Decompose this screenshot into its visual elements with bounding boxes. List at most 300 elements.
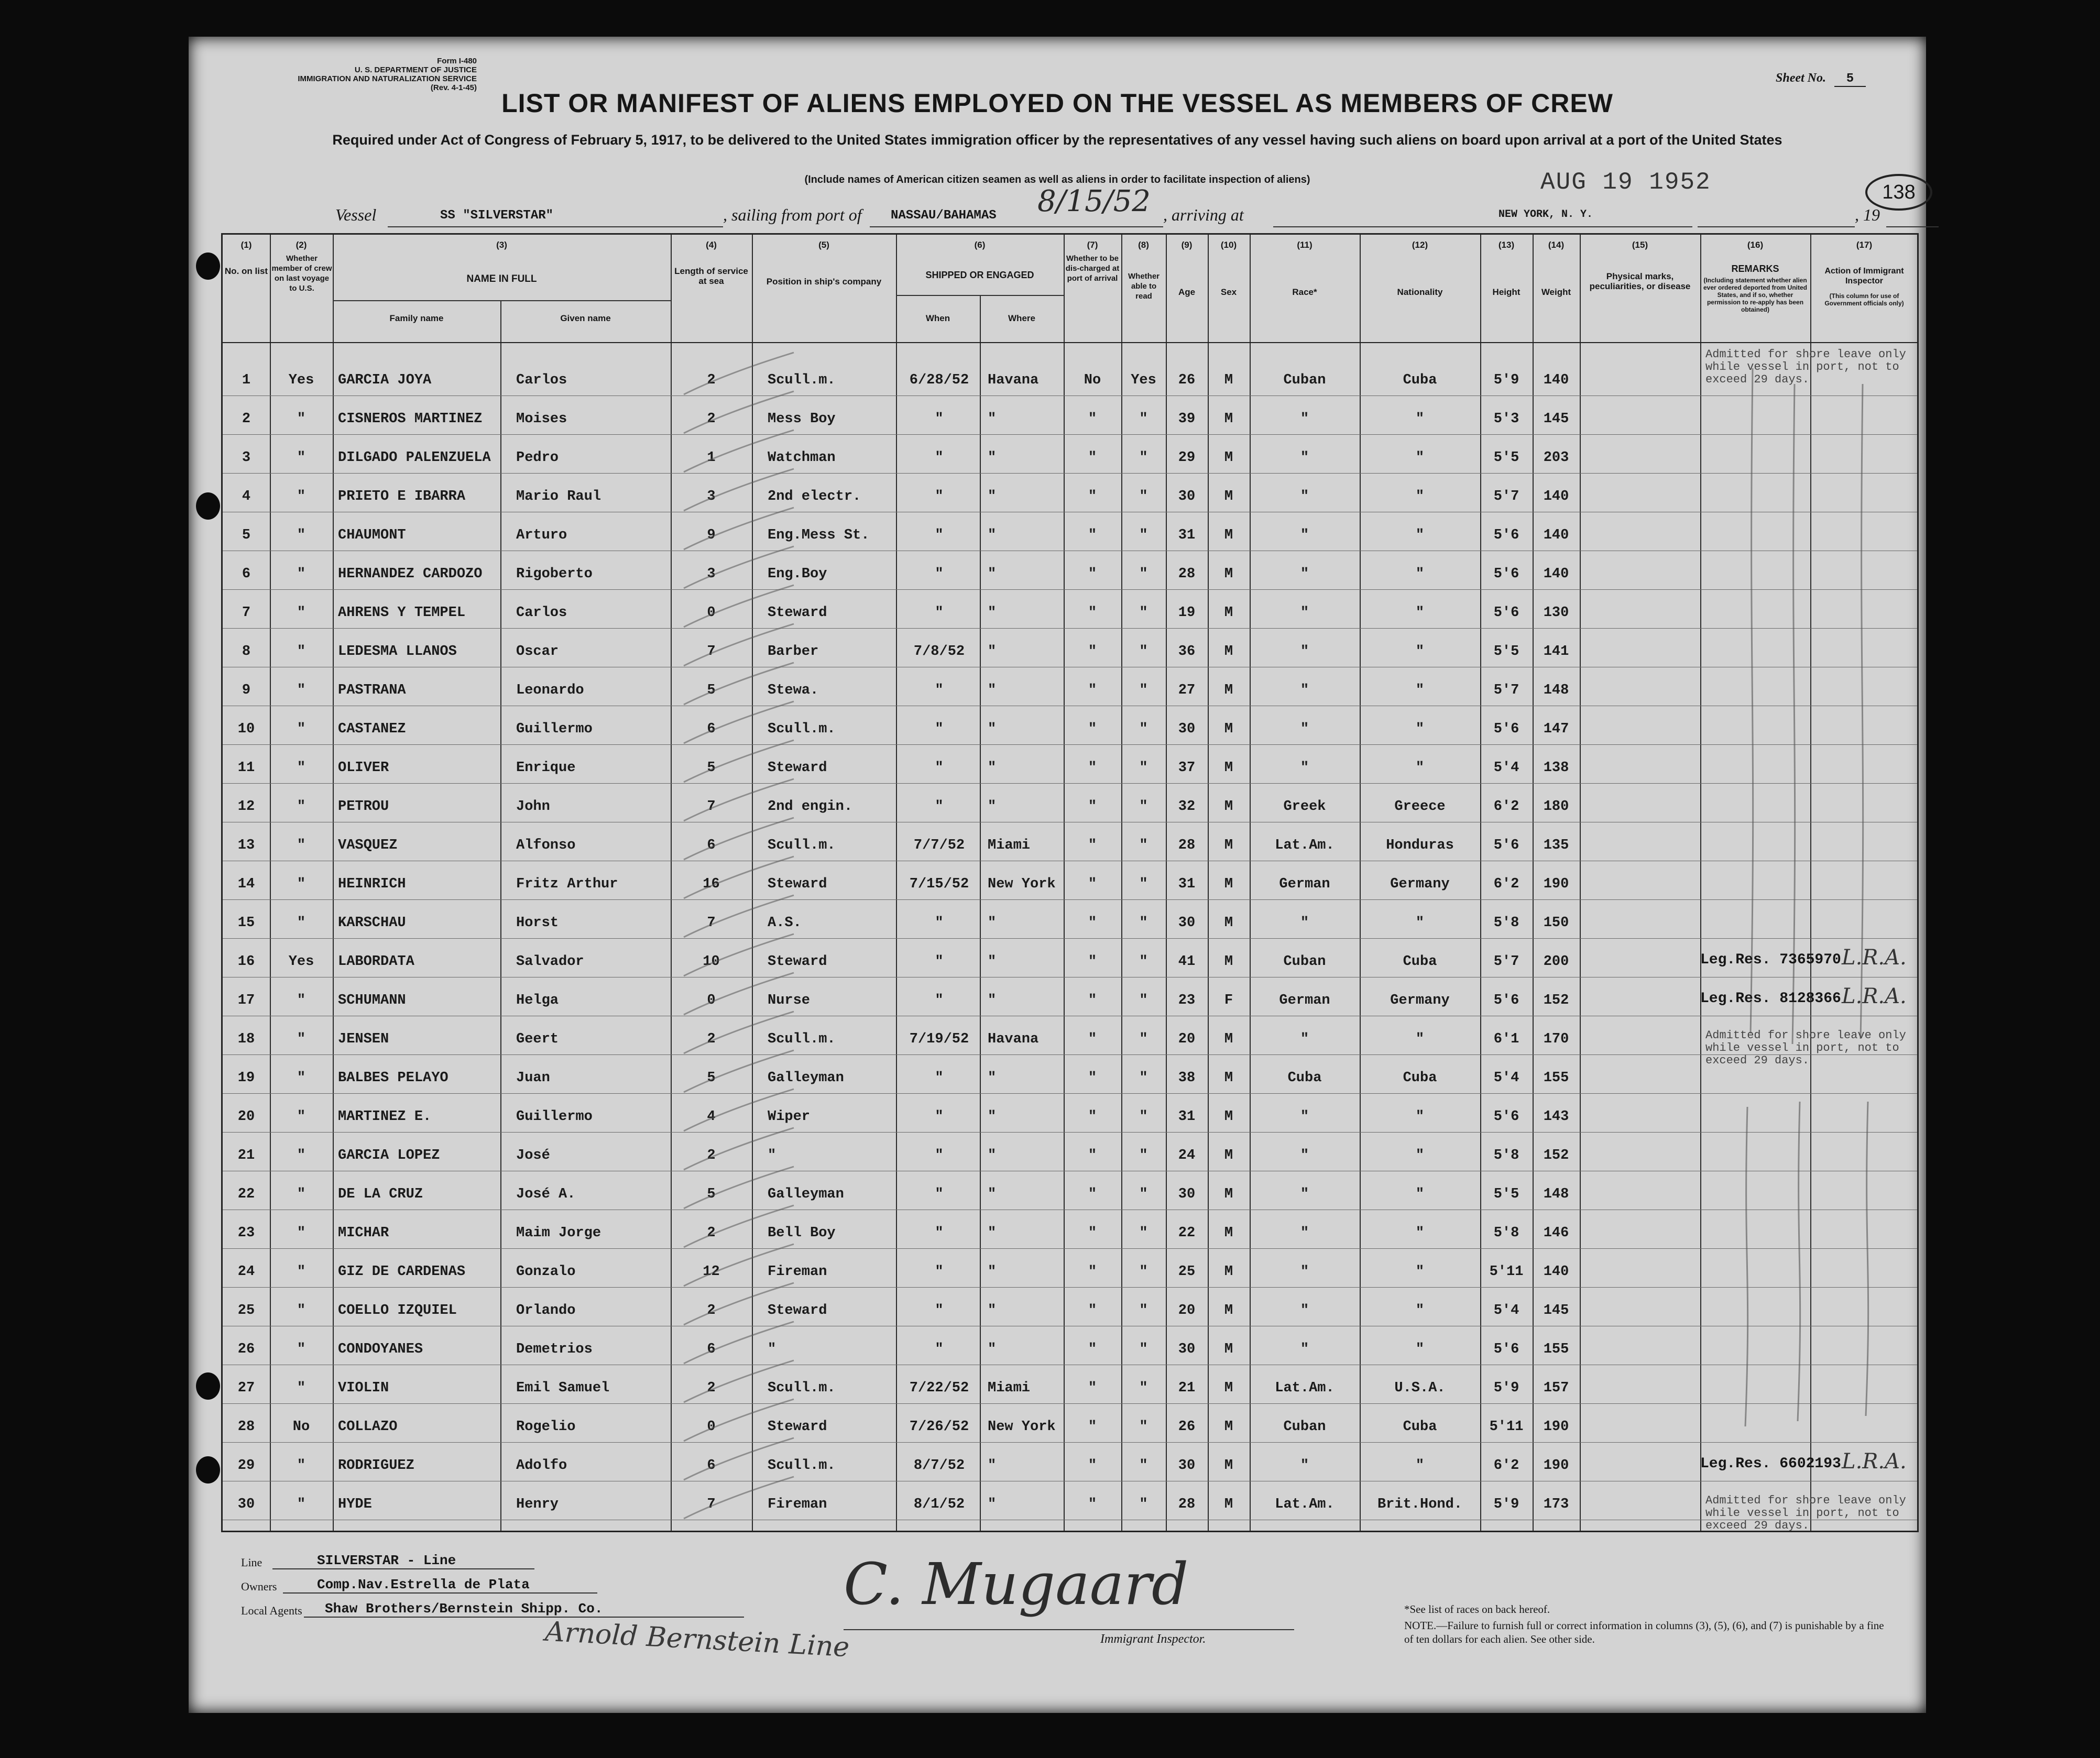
row-position: Scull.m.	[768, 1380, 836, 1396]
row-age: 38	[1178, 1070, 1196, 1086]
row-weight: 190	[1543, 876, 1569, 892]
row-length: 2	[707, 1303, 716, 1318]
row-length: 5	[707, 760, 716, 776]
row-given: Gonzalo	[516, 1264, 576, 1280]
row-length: 0	[707, 993, 716, 1008]
row-disch: "	[1088, 1342, 1097, 1357]
row-no: 25	[237, 1303, 255, 1318]
row-member: "	[297, 1380, 306, 1396]
row-no: 8	[242, 644, 251, 660]
row-sex: M	[1224, 1109, 1233, 1125]
agents-label: Local Agents	[241, 1604, 302, 1617]
punch-hole	[196, 1456, 220, 1484]
row-sex: M	[1224, 799, 1233, 815]
row-sex: M	[1224, 1303, 1233, 1318]
row-age: 31	[1178, 528, 1196, 543]
row-family: GARCIA LOPEZ	[338, 1148, 440, 1163]
row-length: 1	[707, 450, 716, 466]
pencil-slash	[684, 1438, 794, 1480]
row-when: 7/19/52	[909, 1031, 969, 1047]
row-length: 9	[707, 528, 716, 543]
pencil-slash	[684, 508, 794, 550]
row-height: 5'7	[1493, 489, 1519, 504]
row-no: 29	[237, 1458, 255, 1474]
row-read: "	[1139, 721, 1148, 737]
row-weight: 140	[1543, 528, 1569, 543]
row-no: 21	[237, 1148, 255, 1163]
row-race: "	[1300, 1109, 1309, 1125]
pencil-slash	[684, 856, 794, 898]
row-race: "	[1300, 1148, 1309, 1163]
row-disch: "	[1088, 489, 1097, 504]
row-height: 5'11	[1489, 1419, 1524, 1435]
row-position: Steward	[768, 605, 827, 621]
row-where: "	[988, 605, 997, 621]
row-height: 5'8	[1493, 915, 1519, 931]
row-nat: "	[1415, 915, 1425, 931]
row-age: 31	[1178, 876, 1196, 892]
row-no: 12	[237, 799, 255, 815]
header-length-of-service: Length of service at sea	[674, 266, 748, 286]
column-number: (10)	[1220, 240, 1237, 250]
row-family: CONDOYANES	[338, 1342, 423, 1357]
row-member: "	[297, 1303, 306, 1318]
column-number: (5)	[818, 240, 829, 250]
row-position: Scull.m.	[768, 838, 836, 853]
row-age: 37	[1178, 760, 1196, 776]
row-disch: "	[1088, 799, 1097, 815]
header-physical-marks: Physical marks, peculiarities, or disease	[1589, 271, 1691, 291]
sheet-number-label: Sheet No.	[1776, 71, 1826, 85]
row-no: 26	[237, 1342, 255, 1357]
row-nat: "	[1415, 566, 1425, 582]
row-height: 5'9	[1493, 1380, 1519, 1396]
row-no: 16	[237, 954, 255, 970]
header-height: Height	[1492, 287, 1521, 297]
row-weight: 143	[1543, 1109, 1569, 1125]
header-name-in-full: NAME IN FULL	[466, 273, 537, 284]
pencil-slash	[684, 663, 794, 705]
pencil-vertical-line	[1861, 384, 1863, 1039]
row-where: "	[988, 799, 997, 815]
row-disch: "	[1088, 683, 1097, 698]
agents-value: Shaw Brothers/Bernstein Shipp. Co.	[325, 1601, 603, 1617]
row-weight: 200	[1543, 954, 1569, 970]
row-length: 2	[707, 1225, 716, 1241]
arrival-port: NEW YORK, N. Y.	[1499, 208, 1593, 221]
row-length: 4	[707, 1109, 716, 1125]
row-disch: "	[1088, 566, 1097, 582]
row-age: 22	[1178, 1225, 1196, 1241]
row-disch: "	[1088, 876, 1097, 892]
row-given: Maim Jorge	[516, 1225, 601, 1241]
row-given: Guillermo	[516, 1109, 593, 1125]
row-age: 30	[1178, 489, 1196, 504]
row-race: "	[1300, 605, 1309, 621]
row-read: Yes	[1131, 372, 1156, 388]
row-sex: M	[1224, 450, 1233, 466]
row-member: "	[297, 1225, 306, 1241]
row-sex: M	[1224, 1380, 1233, 1396]
row-age: 28	[1178, 838, 1196, 853]
handwritten-date: 8/15/52	[1037, 184, 1151, 218]
revision: (Rev. 4-1-45)	[430, 83, 477, 92]
page-circle-number: 138	[1865, 174, 1932, 211]
row-nat: "	[1415, 1458, 1425, 1474]
row-weight: 148	[1543, 1186, 1569, 1202]
row-race: "	[1300, 915, 1309, 931]
pencil-vertical-line	[1745, 1107, 1748, 1426]
row-where: "	[988, 993, 997, 1008]
row-where: "	[988, 760, 997, 776]
pencil-slash	[684, 1283, 794, 1325]
row-read: "	[1139, 1380, 1148, 1396]
row-read: "	[1139, 1109, 1148, 1125]
row-nat: "	[1415, 1342, 1425, 1357]
row-where: "	[988, 954, 997, 970]
row-nat: "	[1415, 1186, 1425, 1202]
row-member: "	[297, 605, 306, 621]
row-when: 7/15/52	[909, 876, 969, 892]
row-member: "	[297, 489, 306, 504]
row-member: Yes	[288, 372, 314, 388]
row-sex: M	[1224, 954, 1233, 970]
row-disch: "	[1088, 528, 1097, 543]
row-when: "	[935, 566, 944, 582]
row-disch: "	[1088, 1031, 1097, 1047]
row-when: 7/7/52	[913, 838, 965, 853]
row-nat: "	[1415, 1264, 1425, 1280]
pencil-slash	[684, 1167, 794, 1208]
row-race: "	[1300, 644, 1309, 660]
row-length: 16	[703, 876, 720, 892]
column-number: (13)	[1498, 240, 1515, 250]
header-remarks-sub: (Including statement whether alien ever ordered deported from United States, and if so, whether permission to re-apply has been obtained)	[1703, 277, 1808, 313]
row-nat: "	[1415, 1225, 1425, 1241]
row-weight: 157	[1543, 1380, 1569, 1396]
row-position: Fireman	[768, 1264, 827, 1280]
row-member: Yes	[288, 954, 314, 970]
row-when: "	[935, 721, 944, 737]
row-read: "	[1139, 1458, 1148, 1474]
row-read: "	[1139, 915, 1148, 931]
row-no: 2	[242, 411, 251, 427]
row-given: Geert	[516, 1031, 559, 1047]
row-weight: 190	[1543, 1458, 1569, 1474]
row-read: "	[1139, 993, 1148, 1008]
row-race: "	[1300, 683, 1309, 698]
row-family: HEINRICH	[338, 876, 406, 892]
row-read: "	[1139, 1342, 1148, 1357]
row-given: Juan	[516, 1070, 550, 1086]
row-weight: 152	[1543, 993, 1569, 1008]
row-when: "	[935, 605, 944, 621]
row-weight: 146	[1543, 1225, 1569, 1241]
row-where: New York	[988, 876, 1056, 892]
row-weight: 138	[1543, 760, 1569, 776]
header-age: Age	[1178, 287, 1196, 297]
row-disch: "	[1088, 1225, 1097, 1241]
row-where: Miami	[988, 1380, 1031, 1396]
row-weight: 180	[1543, 799, 1569, 815]
row-age: 30	[1178, 1342, 1196, 1357]
row-no: 22	[237, 1186, 255, 1202]
row-given: Demetrios	[516, 1342, 593, 1357]
row-weight: 170	[1543, 1031, 1569, 1047]
pencil-slash	[684, 1360, 794, 1402]
row-race: "	[1300, 450, 1309, 466]
row-height: 5'6	[1493, 1342, 1519, 1357]
row-age: 39	[1178, 411, 1196, 427]
row-read: "	[1139, 1148, 1148, 1163]
row-position: 2nd engin.	[768, 799, 853, 815]
column-number: (7)	[1087, 240, 1098, 250]
row-nat: Germany	[1390, 993, 1450, 1008]
pencil-slash	[684, 740, 794, 782]
row-where: "	[988, 1264, 997, 1280]
row-family: HYDE	[338, 1497, 372, 1512]
column-number: (15)	[1632, 240, 1648, 250]
row-age: 30	[1178, 1458, 1196, 1474]
row-race: Cuban	[1283, 954, 1326, 970]
row-sex: M	[1224, 1264, 1233, 1280]
row-position: Galleyman	[768, 1070, 844, 1086]
pencil-slash	[684, 895, 794, 937]
pencil-slash	[684, 973, 794, 1015]
row-sex: M	[1224, 1225, 1233, 1241]
row-race: German	[1279, 993, 1330, 1008]
row-read: "	[1139, 528, 1148, 543]
column-number: (6)	[974, 240, 986, 250]
row-disch: "	[1088, 1419, 1097, 1435]
row-family: LEDESMA LLANOS	[338, 644, 457, 660]
owners-label: Owners	[241, 1580, 277, 1593]
pencil-slash	[684, 624, 794, 666]
row-length: 2	[707, 372, 716, 388]
row-position: Wiper	[768, 1109, 811, 1125]
row-when: "	[935, 528, 944, 543]
row-disch: "	[1088, 721, 1097, 737]
pencil-slash	[684, 818, 794, 860]
row-height: 5'3	[1493, 411, 1519, 427]
row-family: HERNANDEZ CARDOZO	[338, 566, 483, 582]
row-member: "	[297, 915, 306, 931]
row-height: 5'6	[1493, 605, 1519, 621]
row-member: "	[297, 450, 306, 466]
row-no: 18	[237, 1031, 255, 1047]
pencil-vertical-line	[1798, 1102, 1800, 1421]
row-disch: "	[1088, 644, 1097, 660]
row-read: "	[1139, 1070, 1148, 1086]
row-when: "	[935, 1264, 944, 1280]
line-value: SILVERSTAR - Line	[317, 1553, 456, 1568]
row-where: "	[988, 1497, 997, 1512]
legal-residence: Leg.Res. 7365970	[1700, 952, 1841, 968]
row-where: "	[988, 450, 997, 466]
legal-residence: Leg.Res. 6602193	[1700, 1456, 1841, 1472]
row-length: 7	[707, 644, 716, 660]
row-height: 6'2	[1493, 1458, 1519, 1474]
row-height: 6'1	[1493, 1031, 1519, 1047]
row-member: "	[297, 1186, 306, 1202]
row-length: 2	[707, 1380, 716, 1396]
pencil-slash	[684, 1322, 794, 1364]
row-nat: "	[1415, 1303, 1425, 1318]
row-nat: "	[1415, 411, 1425, 427]
row-disch: "	[1088, 1070, 1097, 1086]
row-where: Havana	[988, 1031, 1039, 1047]
row-race: Lat.Am.	[1275, 838, 1335, 853]
row-where: "	[988, 1109, 997, 1125]
row-member: "	[297, 876, 306, 892]
row-family: GIZ DE CARDENAS	[338, 1264, 466, 1280]
row-disch: "	[1088, 915, 1097, 931]
pencil-slash	[684, 701, 794, 743]
column-number: (9)	[1181, 240, 1193, 250]
row-given: Enrique	[516, 760, 576, 776]
row-sex: M	[1224, 605, 1233, 621]
column-number: (1)	[240, 240, 252, 250]
row-age: 29	[1178, 450, 1196, 466]
row-height: 5'6	[1493, 838, 1519, 853]
row-family: PETROU	[338, 799, 389, 815]
row-family: RODRIGUEZ	[338, 1458, 414, 1474]
row-member: "	[297, 1458, 306, 1474]
row-family: COLLAZO	[338, 1419, 398, 1435]
row-position: Scull.m.	[768, 721, 836, 737]
manifest-sheet	[189, 37, 1926, 1713]
row-disch: "	[1088, 605, 1097, 621]
row-no: 11	[237, 760, 255, 776]
races-note: *See list of races on back hereof.	[1404, 1603, 1550, 1616]
row-given: Fritz Arthur	[516, 876, 618, 892]
row-sex: M	[1224, 683, 1233, 698]
row-disch: "	[1088, 411, 1097, 427]
row-when: "	[935, 1070, 944, 1086]
row-sex: M	[1224, 1419, 1233, 1435]
row-race: German	[1279, 876, 1330, 892]
row-when: 8/7/52	[913, 1458, 965, 1474]
agent-signature: Arnold Bernstein Line	[544, 1616, 850, 1664]
row-sex: M	[1224, 876, 1233, 892]
pencil-slash	[684, 934, 794, 976]
row-length: 2	[707, 1031, 716, 1047]
owners-value: Comp.Nav.Estrella de Plata	[317, 1577, 530, 1592]
header-remarks: REMARKS	[1731, 263, 1779, 274]
row-read: "	[1139, 1497, 1148, 1512]
inspector-label: Immigrant Inspector.	[1100, 1632, 1206, 1646]
row-race: "	[1300, 721, 1309, 737]
row-height: 5'5	[1493, 450, 1519, 466]
row-when: 7/8/52	[913, 644, 965, 660]
row-read: "	[1139, 489, 1148, 504]
header-family-name: Family name	[389, 313, 444, 323]
row-nat: "	[1415, 683, 1425, 698]
pencil-slash	[684, 469, 794, 511]
row-member: No	[292, 1419, 310, 1435]
row-given: Pedro	[516, 450, 559, 466]
row-nat: "	[1415, 528, 1425, 543]
inspector-action: L.R.A.	[1842, 946, 1907, 970]
pencil-slash	[684, 1477, 794, 1519]
header-position: Position in ship's company	[766, 277, 882, 287]
row-position: Scull.m.	[768, 1458, 836, 1474]
pencil-slash	[684, 1399, 794, 1441]
row-sex: M	[1224, 1497, 1233, 1512]
punch-hole	[196, 1372, 220, 1400]
row-where: Havana	[988, 372, 1039, 388]
row-length: 3	[707, 566, 716, 582]
pencil-marks	[223, 235, 1918, 1532]
row-when: 7/22/52	[909, 1380, 969, 1396]
row-weight: 140	[1543, 1264, 1569, 1280]
row-position: "	[768, 1148, 776, 1163]
row-no: 28	[237, 1419, 255, 1435]
row-read: "	[1139, 876, 1148, 892]
row-nat: Cuba	[1403, 1070, 1437, 1086]
pencil-slash	[684, 1128, 794, 1170]
row-where: "	[988, 644, 997, 660]
row-where: Miami	[988, 838, 1031, 853]
row-member: "	[297, 566, 306, 582]
row-given: Mario Raul	[516, 489, 601, 504]
row-where: "	[988, 566, 997, 582]
row-when: "	[935, 683, 944, 698]
row-where: "	[988, 489, 997, 504]
row-given: Salvador	[516, 954, 584, 970]
row-no: 3	[242, 450, 251, 466]
row-disch: "	[1088, 954, 1097, 970]
row-member: "	[297, 683, 306, 698]
row-when: "	[935, 1303, 944, 1318]
row-member: "	[297, 1031, 306, 1047]
row-nat: U.S.A.	[1394, 1380, 1446, 1396]
row-race: "	[1300, 1186, 1309, 1202]
row-disch: "	[1088, 838, 1097, 853]
row-age: 41	[1178, 954, 1196, 970]
row-read: "	[1139, 411, 1148, 427]
row-sex: M	[1224, 915, 1233, 931]
row-read: "	[1139, 1303, 1148, 1318]
row-member: "	[297, 528, 306, 543]
row-member: "	[297, 644, 306, 660]
row-given: Arturo	[516, 528, 567, 543]
row-length: 2	[707, 411, 716, 427]
page-title: LIST OR MANIFEST OF ALIENS EMPLOYED ON THE VESSEL AS MEMBERS OF CREW	[501, 89, 1613, 118]
row-when: 6/28/52	[909, 372, 969, 388]
row-nat: "	[1415, 1148, 1425, 1163]
row-position: A.S.	[768, 915, 802, 931]
row-height: 5'7	[1493, 954, 1519, 970]
row-sex: M	[1224, 528, 1233, 543]
row-sex: M	[1224, 1186, 1233, 1202]
row-no: 23	[237, 1225, 255, 1241]
row-height: 5'9	[1493, 372, 1519, 388]
row-disch: "	[1088, 1186, 1097, 1202]
row-sex: M	[1224, 372, 1233, 388]
pencil-slash	[684, 1089, 794, 1131]
row-when: "	[935, 411, 944, 427]
row-height: 5'6	[1493, 721, 1519, 737]
row-position: Stewa.	[768, 683, 819, 698]
row-given: Rigoberto	[516, 566, 593, 582]
row-where: "	[988, 1225, 997, 1241]
row-member: "	[297, 993, 306, 1008]
row-nat: "	[1415, 644, 1425, 660]
header-when: When	[925, 313, 950, 323]
row-when: "	[935, 1342, 944, 1357]
row-member: "	[297, 838, 306, 853]
